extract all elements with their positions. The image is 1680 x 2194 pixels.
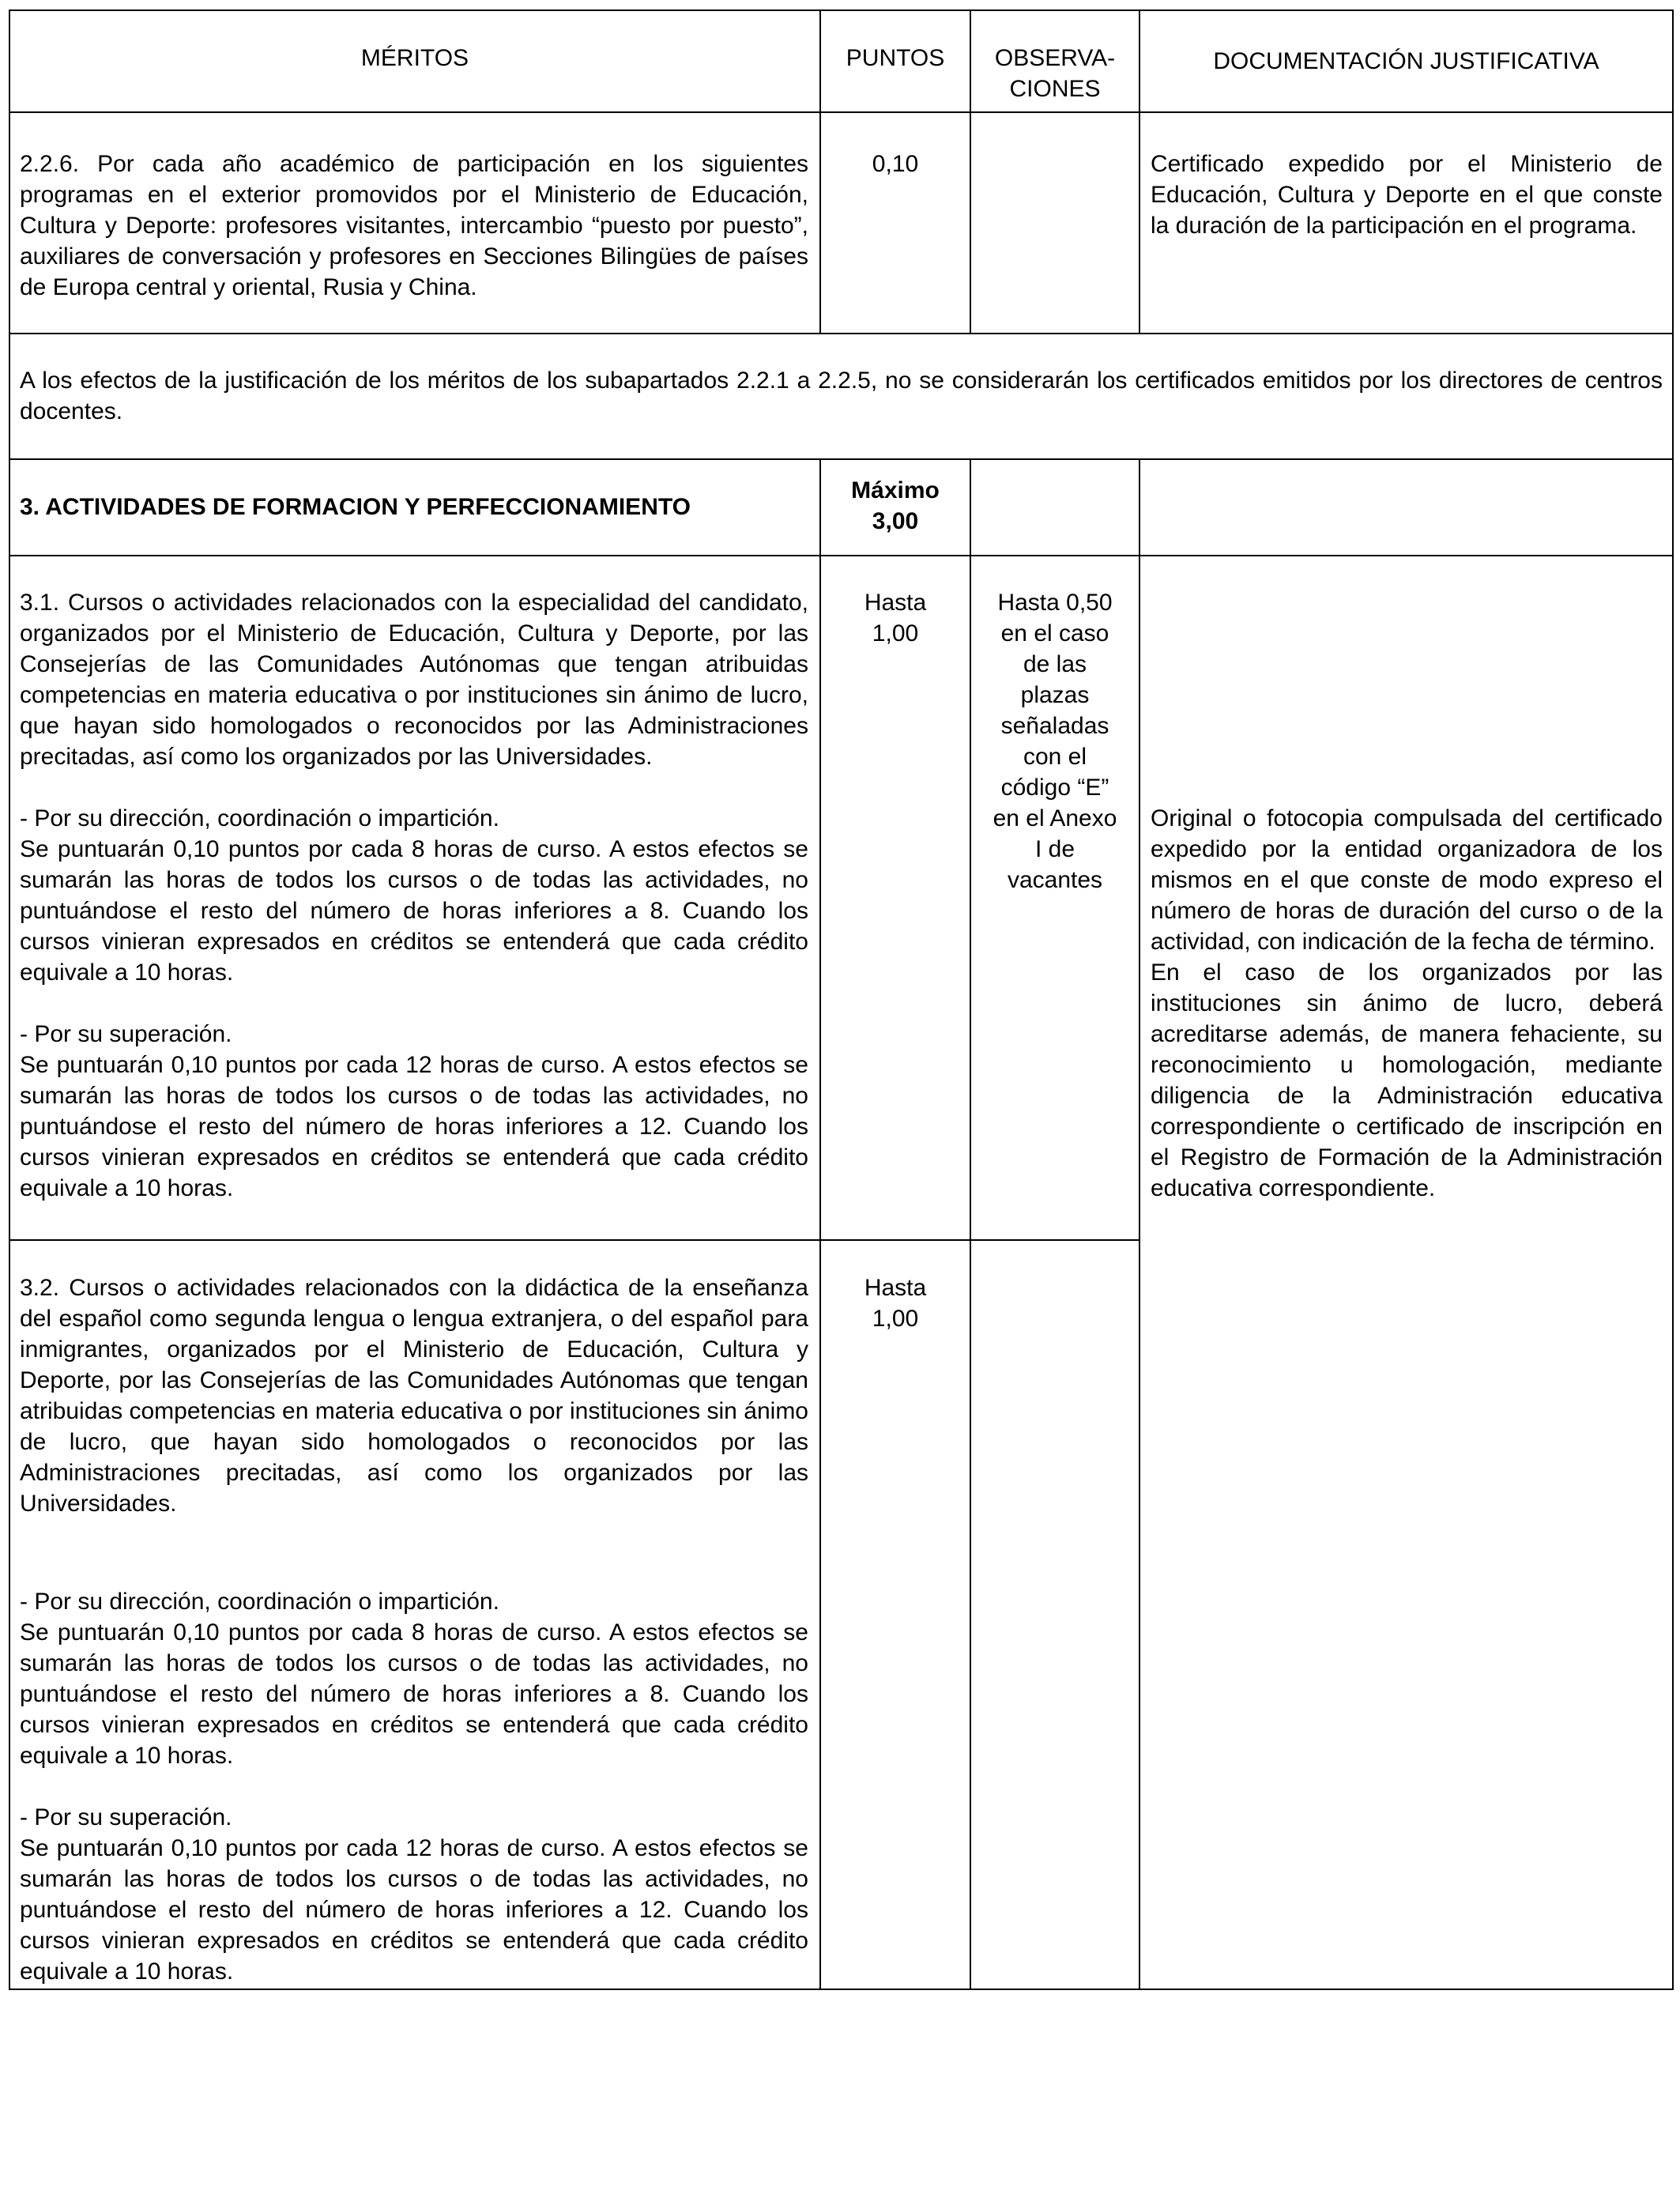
header-documentacion: DOCUMENTACIÓN JUSTIFICATIVA — [1213, 48, 1599, 74]
note-justificacion: A los efectos de la justificación de los méritos de los subapartados 2.2.1 a 2.2.5, no se considerarán los certificados emitidos por los directores de centros docentes. — [20, 368, 1663, 424]
header-divider — [9, 111, 1674, 113]
section-3-puntos: Máximo 3,00 — [851, 477, 940, 534]
merito-3-2-direccion-title: - Por su dirección, coordinación o impartición. — [20, 1589, 499, 1615]
merito-3-1-superacion-title: - Por su superación. — [20, 1021, 232, 1047]
table-border-top — [9, 9, 1674, 11]
documentacion-3 — [1151, 803, 1663, 1204]
header-puntos: PUNTOS — [846, 45, 945, 71]
documentacion-3-p1: Original o fotocopia compulsada del certificado expedido por la entidad organizadora de los mismos en el que conste de modo expreso el número de horas de duración del curso o de la actividad, con indicación de la fecha de término. — [1151, 805, 1663, 955]
puntos-2-2-6: 0,10 — [872, 151, 919, 177]
merito-3-1-intro: 3.1. Cursos o actividades relacionados con la especialidad del candidato, organizados por el Ministerio de Educación, Cultura y Deporte, por las Consejerías de las Comunidades Autónomas que tengan atribuidas competencias en materia educativa o por instituciones sin ánimo de lucro, que hayan sido homologados o reconocidos por las Administraciones precitadas, así como los organizados por las Universidades. — [20, 590, 808, 770]
column-divider — [819, 458, 821, 1990]
puntos-3-2: Hasta 1,00 — [864, 1275, 927, 1332]
row-divider — [9, 458, 1674, 460]
observaciones-3-1: Hasta 0,50 en el caso de las plazas señaladas con el código “E” en el Anexo I de vacantes — [993, 590, 1117, 893]
documentacion-2-2-6: Certificado expedido por el Ministerio de Educación, Cultura y Deporte en el que conste la duración de la participación en el programa. — [1151, 151, 1663, 239]
merito-3-1-direccion-title: - Por su dirección, coordinación o impartición. — [20, 805, 499, 831]
table-border-bottom — [9, 1989, 1674, 1990]
header-meritos: MÉRITOS — [360, 45, 469, 71]
merito-3-2-direccion-text: Se puntuarán 0,10 puntos por cada 8 horas de curso. A estos efectos se sumarán las horas de todos los cursos o de todas las actividades, no puntuándose el resto del número de horas inferiores a 8. Cuando los cursos vinieran expresados en créditos se entenderá que cada crédito equivale a 10 horas. — [20, 1619, 808, 1769]
merito-3-2-superacion-title: - Por su superación. — [20, 1804, 232, 1830]
documentacion-3-p2: En el caso de los organizados por las instituciones sin ánimo de lucro, deberá acreditarse además, de manera fehaciente, su reconocimiento u homologación, mediante diligencia de la Administración educativa correspondiente o certificado de inscripción en el Registro de Formación de la Administración educativa correspondiente. — [1151, 959, 1663, 1201]
merito-3-2-superacion-text: Se puntuarán 0,10 puntos por cada 12 horas de curso. A estos efectos se sumarán las horas de todos los cursos o de todas las actividades, no puntuándose el resto del número de horas inferiores a 12. Cuando los cursos vinieran expresados en créditos se entenderá que cada crédito equivale a 10 horas. — [20, 1835, 808, 1985]
section-3-title: 3. ACTIVIDADES DE FORMACION Y PERFECCIONAMIENTO — [20, 494, 691, 520]
merito-3-2-continuation — [20, 1586, 808, 1987]
merito-3-2 — [20, 1272, 808, 1519]
puntos-3-1: Hasta 1,00 — [864, 590, 927, 647]
header-observaciones: OBSERVA- CIONES — [994, 45, 1116, 102]
table-border-left — [9, 9, 10, 1990]
table-border-right — [1672, 9, 1674, 1990]
merito-3-1-direccion-text: Se puntuarán 0,10 puntos por cada 8 horas de curso. A estos efectos se sumarán las horas de todos los cursos o de todas las actividades, no puntuándose el resto del número de horas inferiores a 8. Cuando los cursos vinieran expresados en créditos se entenderá que cada crédito equivale a 10 horas. — [20, 836, 808, 986]
merito-2-2-6: 2.2.6. Por cada año académico de participación en los siguientes programas en el exterior promovidos por el Ministerio de Educación, Cultura y Deporte: profesores visitantes, intercambio “puesto por puesto”, auxiliares de conversación y profesores en Secciones Bilingües de países de Europa central y oriental, Rusia y China. — [20, 151, 808, 300]
merito-3-2-intro: 3.2. Cursos o actividades relacionados con la didáctica de la enseñanza del español como segunda lengua o lengua extranjera, o del español para inmigrantes, organizados por el Ministerio de Educación, Cultura y Deporte, por las Consejerías de las Comunidades Autónomas que tengan atribuidas competencias en materia educativa o por instituciones sin ánimo de lucro, que hayan sido homologados o reconocidos por las Administraciones precitadas, así como los organizados por las Universidades. — [20, 1275, 808, 1517]
merito-3-1 — [20, 587, 808, 1204]
row-divider — [9, 555, 1674, 556]
row-divider — [9, 333, 1674, 334]
merito-3-1-superacion-text: Se puntuarán 0,10 puntos por cada 12 horas de curso. A estos efectos se sumarán las horas de todos los cursos o de todas las actividades, no puntuándose el resto del número de horas inferiores a 12. Cuando los cursos vinieran expresados en créditos se entenderá que cada crédito equivale a 10 horas. — [20, 1052, 808, 1201]
column-divider — [1139, 458, 1140, 1990]
